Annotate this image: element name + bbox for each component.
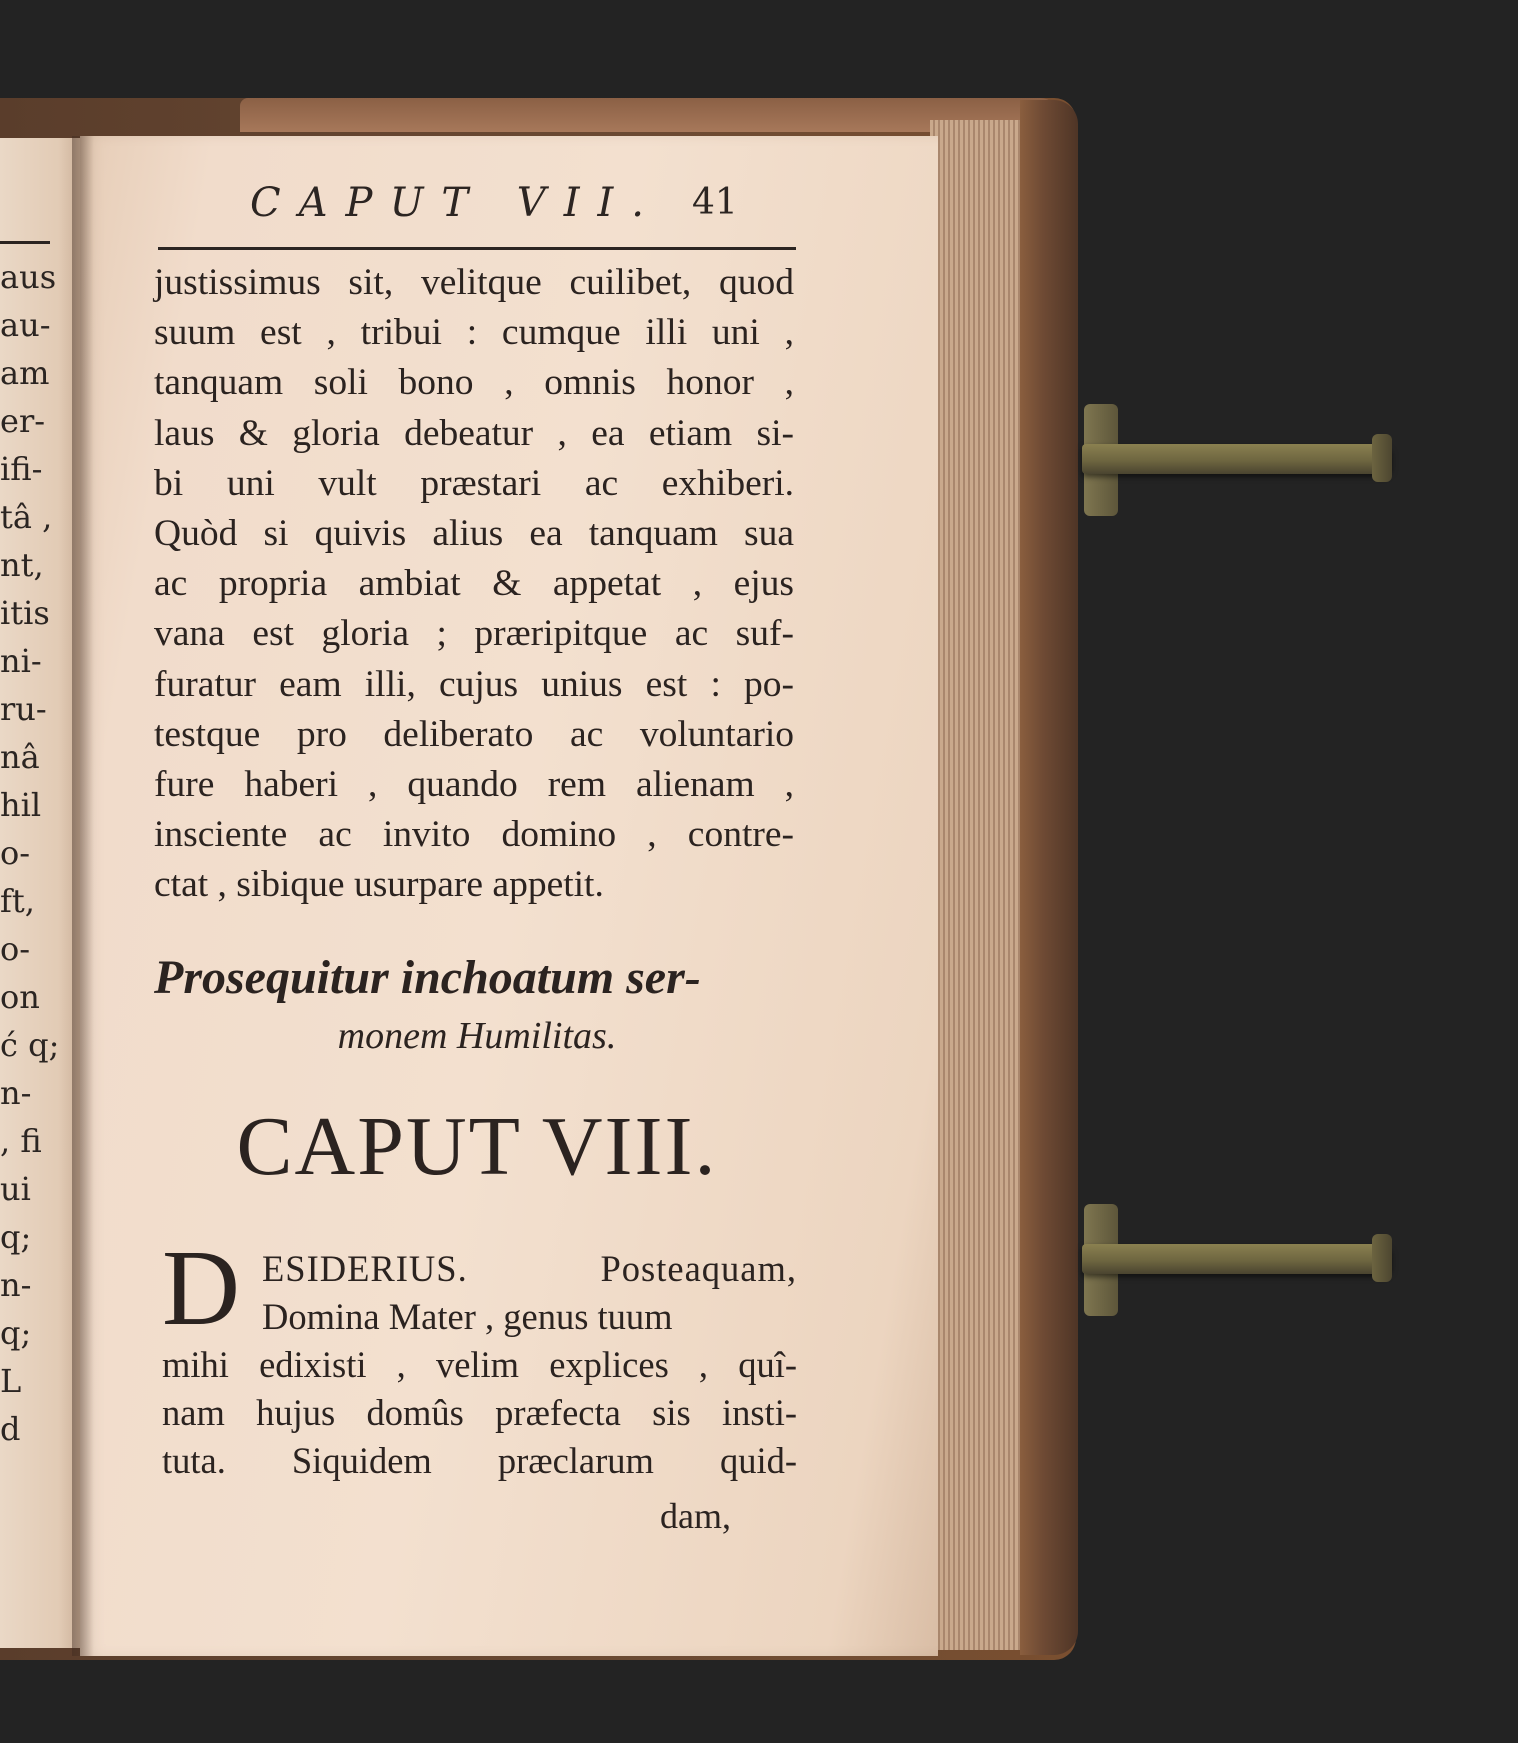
left-fragment: L (0, 1362, 22, 1400)
chapter-subtitle (154, 945, 800, 1061)
clasp-bar (1082, 1244, 1392, 1274)
text-line: fure haberi , quando rem alienam , (154, 763, 794, 805)
text-line: furatur eam illi, cujus unius est : po- (154, 663, 794, 705)
left-fragment: ni- (0, 642, 42, 680)
text-line: suum est , tribui : cumque illi uni , (154, 312, 794, 354)
text-line: laus & gloria debeatur , ea etiam si- (154, 412, 794, 454)
left-fragment: ru- (0, 690, 47, 728)
text-line: ac propria ambiat & appetat , ejus (154, 563, 794, 605)
subtitle-line-1: Prosequitur inchoatum ser- (154, 951, 701, 1004)
left-fragment: n- (0, 1266, 32, 1304)
left-fragment: am (0, 354, 50, 392)
text-line: justissimus sit, velitque cuilibet, quod (154, 262, 794, 303)
text-line: Quòd si quivis alius ea tanquam sua (154, 512, 794, 554)
left-fragment: on (0, 978, 40, 1016)
subtitle-line-2: monem Humilitas. (337, 1015, 617, 1057)
left-fragment: q; (0, 1314, 32, 1352)
left-fragment: o- (0, 930, 31, 968)
chapter-paragraph (162, 1229, 797, 1485)
left-fragment: hil (0, 786, 42, 824)
left-fragment: o- (0, 834, 31, 872)
gutter-shadow (72, 136, 94, 1656)
catchword: dam, (660, 1496, 731, 1536)
drop-cap: D (162, 1229, 240, 1348)
text-line: bi uni vult præstari ac exhiberi. (154, 462, 794, 504)
left-fragment: nâ (0, 738, 40, 776)
body-text (154, 258, 794, 910)
left-fragment: n- (0, 1074, 32, 1112)
running-header (160, 180, 796, 240)
left-head-rule (0, 241, 50, 244)
text-line: ctat , sibique usurpare appetit. (154, 864, 604, 906)
left-fragment: ifi- (0, 450, 43, 488)
left-fragment: au- (0, 306, 51, 344)
text-line: insciente ac invito domino , contre- (154, 814, 794, 856)
clasp-tip (1372, 1234, 1392, 1282)
text-line: ESIDERIUS. Posteaquam, (262, 1248, 797, 1289)
text-line: Domina Mater , genus tuum (262, 1296, 673, 1337)
left-fragment: itis (0, 594, 50, 632)
text-line: testque pro deliberato ac voluntario (154, 713, 794, 755)
left-fragment: ui (0, 1170, 31, 1208)
text-line: mihi edixisti , velim explices , quî- (162, 1344, 797, 1385)
cover-fore-edge (1020, 100, 1078, 1655)
page-number: 41 (692, 182, 738, 223)
brass-clasp-lower (1082, 1230, 1394, 1284)
left-fragment: d (0, 1410, 21, 1448)
left-fragment: tâ , (0, 498, 53, 536)
running-head: CAPUT VII. (250, 180, 663, 226)
left-fragment: , fi (0, 1122, 42, 1160)
head-rule (158, 247, 796, 250)
left-fragment: ć q; (0, 1026, 60, 1064)
text-line: tanquam soli bono , omnis honor , (154, 362, 794, 404)
chapter-heading: CAPUT VIII. (236, 1100, 718, 1193)
left-fragment: aus (0, 258, 57, 296)
text-line: nam hujus domûs præfecta sis insti- (162, 1392, 797, 1433)
brass-clasp-upper (1082, 430, 1394, 484)
left-fragment: er- (0, 402, 46, 440)
left-fragment: nt, (0, 546, 44, 584)
clasp-tip (1372, 434, 1392, 482)
clasp-bar (1082, 444, 1392, 474)
text-line: tuta. Siquidem præclarum quid- (162, 1440, 797, 1481)
left-fragment: q; (0, 1218, 32, 1256)
left-fragment: ft, (0, 882, 35, 920)
text-line: vana est gloria ; præripitque ac suf- (154, 613, 794, 655)
